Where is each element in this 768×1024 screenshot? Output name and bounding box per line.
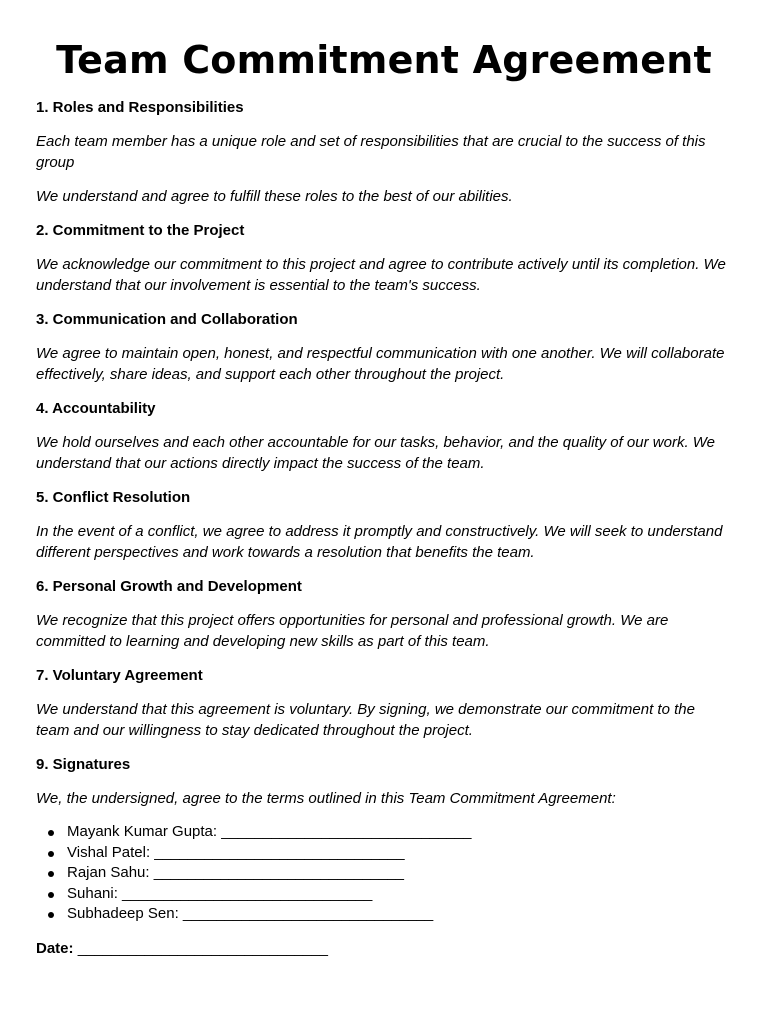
date-blank: ______________________________ xyxy=(77,939,328,957)
signature-line-text: Vishal Patel: ______________________________ xyxy=(67,843,405,861)
section-heading: 2. Commitment to the Project xyxy=(36,222,245,239)
signature-line xyxy=(36,863,732,884)
section-conflict-resolution xyxy=(36,488,732,563)
bullet-icon xyxy=(48,912,54,918)
section-communication xyxy=(36,310,732,385)
signature-line-text: Mayank Kumar Gupta: ______________________________ xyxy=(67,823,472,840)
signature-list xyxy=(36,822,732,925)
section-signatures xyxy=(36,755,732,959)
signature-line xyxy=(36,843,732,864)
section-paragraph: We understand and agree to fulfill these roles to the best of our abilities. xyxy=(36,188,513,205)
section-paragraph: We, the undersigned, agree to the terms outlined in this Team Commitment Agreement: xyxy=(36,790,616,807)
signature-line xyxy=(36,822,732,843)
section-heading: 4. Accountability xyxy=(36,400,156,417)
section-heading: 5. Conflict Resolution xyxy=(36,489,191,506)
section-commitment xyxy=(36,221,732,296)
section-paragraph: In the event of a conflict, we agree to address it promptly and constructively. We will seek to understand different perspectives and work towards a resolution that benefits the team. xyxy=(36,523,723,561)
section-paragraph: We recognize that this project offers opportunities for personal and professional growth. We are committed to learning and developing new skills as part of this team. xyxy=(36,612,669,650)
section-roles xyxy=(36,98,732,207)
section-heading: 6. Personal Growth and Development xyxy=(36,578,302,595)
section-heading: 1. Roles and Responsibilities xyxy=(36,99,244,116)
bullet-icon xyxy=(48,830,54,836)
section-paragraph: We agree to maintain open, honest, and respectful communication with one another. We will collaborate effectively, share ideas, and support each other throughout the project. xyxy=(36,345,725,383)
document-title: Team Commitment Agreement xyxy=(56,38,712,82)
signature-line-text: Rajan Sahu: ______________________________ xyxy=(67,864,404,882)
signature-line-text: Suhani: ______________________________ xyxy=(67,884,373,902)
section-paragraph: We hold ourselves and each other accountable for our tasks, behavior, and the quality of our work. We understand that our actions directly impact the success of the team. xyxy=(36,434,716,472)
date-line xyxy=(36,939,732,959)
section-heading: 9. Signatures xyxy=(36,756,131,773)
section-paragraph: Each team member has a unique role and set of responsibilities that are crucial to the success of this group xyxy=(36,133,706,171)
section-accountability xyxy=(36,399,732,474)
bullet-icon xyxy=(48,851,54,857)
sections xyxy=(36,98,732,959)
signature-line xyxy=(36,904,732,925)
signature-line xyxy=(36,884,732,905)
signature-line-text: Subhadeep Sen: ______________________________ xyxy=(67,905,434,923)
section-voluntary-agreement xyxy=(36,666,732,741)
section-personal-growth xyxy=(36,577,732,652)
section-paragraph: We acknowledge our commitment to this project and agree to contribute actively until its completion. We understand that our involvement is essential to the team's success. xyxy=(36,256,726,294)
section-heading: 7. Voluntary Agreement xyxy=(36,667,203,684)
bullet-icon xyxy=(48,871,54,877)
bullet-icon xyxy=(48,892,54,898)
date-label: Date: xyxy=(36,939,74,957)
section-heading: 3. Communication and Collaboration xyxy=(36,311,298,328)
section-paragraph: We understand that this agreement is voluntary. By signing, we demonstrate our commitment to the team and our willingness to stay dedicated throughout the project. xyxy=(36,701,695,739)
